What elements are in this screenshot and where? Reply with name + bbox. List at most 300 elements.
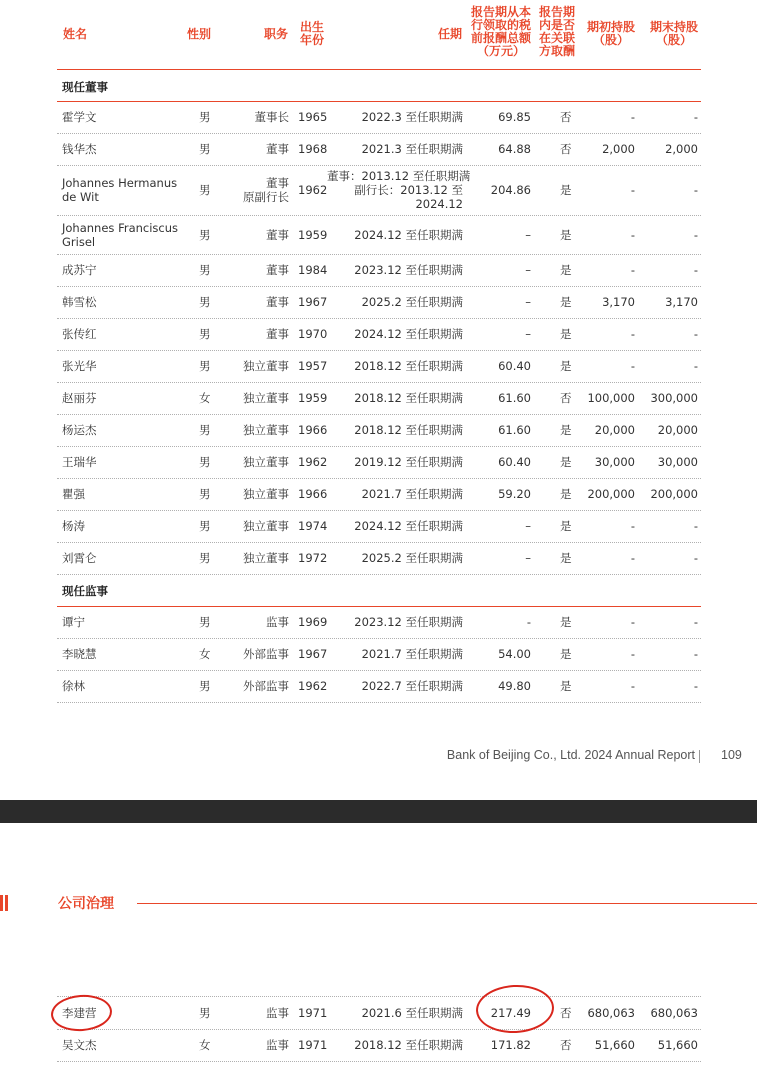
cell-term-text: 2022.3 至任职期满 bbox=[361, 110, 463, 124]
cell-begin bbox=[579, 183, 635, 197]
cell-end bbox=[643, 615, 698, 629]
cell-position bbox=[227, 679, 289, 693]
cell-gender bbox=[199, 647, 213, 661]
cell-term bbox=[327, 263, 463, 277]
cell-position bbox=[227, 551, 289, 565]
cell-gender bbox=[199, 327, 213, 341]
cell-position-text: 董事 bbox=[266, 142, 289, 156]
cell-gender bbox=[199, 1006, 213, 1020]
table-row bbox=[57, 101, 701, 134]
cell-term-text: 2023.12 至任职期满 bbox=[354, 263, 463, 277]
cell-position-text: 董事 bbox=[266, 228, 289, 242]
cell-position bbox=[227, 647, 289, 661]
cell-gender-text: 女 bbox=[199, 391, 211, 405]
cell-comp-text: 60.40 bbox=[498, 455, 531, 469]
cell-related-text: 是 bbox=[560, 359, 572, 373]
cell-end-text: - bbox=[693, 110, 698, 124]
cell-related-text: 是 bbox=[560, 519, 572, 533]
cell-comp-text: – bbox=[525, 228, 531, 242]
cell-begin-text: - bbox=[630, 228, 635, 242]
cell-gender bbox=[199, 142, 213, 156]
cell-begin-text: 30,000 bbox=[594, 455, 635, 469]
cell-term-text: 2018.12 至任职期满 bbox=[354, 1038, 463, 1052]
header-begin-shares bbox=[582, 21, 640, 47]
cell-term-text: 2018.12 至任职期满 bbox=[354, 391, 463, 405]
cell-term bbox=[327, 169, 471, 211]
cell-end bbox=[643, 423, 698, 437]
table-row bbox=[57, 318, 701, 351]
cell-related bbox=[560, 423, 574, 437]
cell-name bbox=[62, 679, 192, 693]
cell-gender-text: 男 bbox=[199, 487, 211, 501]
cell-term-text: 2024.12 至任职期满 bbox=[354, 327, 463, 341]
header-birth bbox=[300, 21, 324, 47]
cell-begin-text: 3,170 bbox=[602, 295, 635, 309]
cell-related bbox=[560, 327, 574, 341]
cell-name bbox=[62, 455, 192, 469]
cell-position bbox=[227, 519, 289, 533]
cell-name bbox=[62, 647, 192, 661]
cell-end bbox=[643, 1006, 698, 1020]
cell-gender bbox=[199, 423, 213, 437]
cell-name bbox=[62, 615, 192, 629]
cell-birth-text: 1962 bbox=[298, 679, 328, 693]
cell-birth bbox=[298, 487, 328, 501]
cell-comp bbox=[487, 183, 531, 197]
cell-birth-text: 1968 bbox=[298, 142, 328, 156]
cell-comp-text: 59.20 bbox=[498, 487, 531, 501]
cell-related bbox=[560, 487, 574, 501]
cell-term bbox=[327, 647, 463, 661]
cell-name-text: 杨涛 bbox=[62, 519, 85, 533]
cell-birth-text: 1959 bbox=[298, 228, 328, 242]
cell-gender-text: 女 bbox=[199, 647, 211, 661]
cell-related bbox=[560, 142, 574, 156]
cell-gender bbox=[199, 263, 213, 277]
cell-birth bbox=[298, 183, 328, 197]
cell-begin bbox=[579, 487, 635, 501]
cell-term-text: 2018.12 至任职期满 bbox=[354, 359, 463, 373]
cell-position bbox=[227, 1038, 289, 1052]
cell-comp bbox=[487, 142, 531, 156]
cell-begin-text: 20,000 bbox=[594, 423, 635, 437]
cell-comp-text: - bbox=[526, 615, 531, 629]
cell-comp-text: – bbox=[525, 263, 531, 277]
cell-begin-text: - bbox=[630, 183, 635, 197]
cell-related-text: 否 bbox=[560, 1006, 572, 1020]
cell-end bbox=[643, 110, 698, 124]
table-row bbox=[57, 638, 701, 671]
header-term: 任期 bbox=[437, 27, 462, 41]
cell-name-text: 谭宁 bbox=[62, 615, 85, 629]
cell-begin bbox=[579, 228, 635, 242]
cell-comp bbox=[487, 647, 531, 661]
header-related bbox=[534, 6, 580, 58]
table-row bbox=[57, 133, 701, 166]
cell-gender-text: 男 bbox=[199, 228, 211, 242]
cell-comp bbox=[487, 487, 531, 501]
cell-term-text: 2022.7 至任职期满 bbox=[361, 679, 463, 693]
cell-related-text: 否 bbox=[560, 391, 572, 405]
cell-begin-text: - bbox=[630, 615, 635, 629]
cell-term-text: 2024.12 至任职期满 bbox=[354, 228, 463, 242]
cell-begin bbox=[579, 455, 635, 469]
cell-name bbox=[62, 295, 192, 309]
header-end-line: （股） bbox=[655, 33, 692, 47]
cell-position-text: 董事长 bbox=[254, 110, 289, 124]
cell-related bbox=[560, 551, 574, 565]
cell-related-text: 是 bbox=[560, 615, 572, 629]
cell-begin bbox=[579, 295, 635, 309]
cell-gender-text: 男 bbox=[199, 615, 211, 629]
cell-comp-text: 171.82 bbox=[490, 1038, 531, 1052]
cell-birth bbox=[298, 327, 328, 341]
cell-related bbox=[560, 359, 574, 373]
cell-begin-text: - bbox=[630, 551, 635, 565]
report-title: Bank of Beijing Co., Ltd. 2024 Annual Report bbox=[446, 748, 695, 762]
cell-birth bbox=[298, 295, 328, 309]
table-row bbox=[57, 286, 701, 319]
cell-related-text: 否 bbox=[560, 142, 572, 156]
cell-end bbox=[643, 519, 698, 533]
cell-gender-text: 男 bbox=[199, 183, 211, 197]
cell-end-text: - bbox=[693, 679, 698, 693]
table-row bbox=[57, 254, 701, 287]
cell-position-text: 独立董事 bbox=[243, 455, 289, 469]
cell-position-text: 董事 bbox=[266, 327, 289, 341]
cell-term-text: 2019.12 至任职期满 bbox=[354, 455, 463, 469]
header-end-shares bbox=[644, 21, 704, 47]
cell-end bbox=[643, 295, 698, 309]
cell-term bbox=[327, 327, 463, 341]
cell-begin bbox=[579, 391, 635, 405]
cell-gender-text: 男 bbox=[199, 679, 211, 693]
cell-term bbox=[327, 423, 463, 437]
cell-position bbox=[227, 263, 289, 277]
cell-term-text: 2021.6 至任职期满 bbox=[361, 1006, 463, 1020]
cell-gender-text: 男 bbox=[199, 359, 211, 373]
cell-term bbox=[327, 142, 463, 156]
cell-position-text: 外部监事 bbox=[243, 647, 289, 661]
cell-begin bbox=[579, 615, 635, 629]
cell-end-text: 200,000 bbox=[650, 487, 698, 501]
cell-term bbox=[327, 487, 463, 501]
cell-term-text: 2018.12 至任职期满 bbox=[354, 423, 463, 437]
cell-end bbox=[643, 228, 698, 242]
cell-gender bbox=[199, 391, 213, 405]
table-row bbox=[57, 1029, 701, 1062]
cell-begin-text: 200,000 bbox=[587, 487, 635, 501]
cell-comp bbox=[487, 327, 531, 341]
cell-comp-text: 60.40 bbox=[498, 359, 531, 373]
cell-birth-text: 1959 bbox=[298, 391, 328, 405]
cell-comp bbox=[487, 679, 531, 693]
cell-birth-text: 1966 bbox=[298, 423, 328, 437]
cell-comp-text: – bbox=[525, 551, 531, 565]
cell-gender-text: 男 bbox=[199, 142, 211, 156]
cell-birth bbox=[298, 679, 328, 693]
section-label: 现任董事 bbox=[62, 80, 108, 94]
cell-gender bbox=[199, 1038, 213, 1052]
cell-gender bbox=[199, 519, 213, 533]
cell-name bbox=[62, 423, 192, 437]
cell-name-text: 刘霄仑 bbox=[62, 551, 97, 565]
table-row bbox=[57, 510, 701, 543]
cell-gender-text: 男 bbox=[199, 295, 211, 309]
cell-name-text: 韩雪松 bbox=[62, 295, 97, 309]
header-birth-line: 年份 bbox=[300, 33, 325, 47]
cell-begin bbox=[579, 647, 635, 661]
cell-begin-text: 51,660 bbox=[594, 1038, 635, 1052]
table-row bbox=[57, 478, 701, 511]
cell-comp bbox=[487, 359, 531, 373]
cell-position bbox=[227, 228, 289, 242]
cell-end-text: 680,063 bbox=[650, 1006, 698, 1020]
cell-related-text: 是 bbox=[560, 679, 572, 693]
footer-divider bbox=[699, 750, 700, 763]
table-row bbox=[57, 606, 701, 639]
cell-related-text: 是 bbox=[560, 551, 572, 565]
cell-comp-text: 64.88 bbox=[498, 142, 531, 156]
cell-term bbox=[327, 1006, 463, 1020]
cell-end-text: 300,000 bbox=[650, 391, 698, 405]
cell-name bbox=[62, 263, 192, 277]
cell-birth-text: 1974 bbox=[298, 519, 328, 533]
cell-position bbox=[227, 487, 289, 501]
cell-gender bbox=[199, 110, 213, 124]
cell-term-text: 2025.2 至任职期满 bbox=[361, 551, 463, 565]
cell-term bbox=[327, 228, 463, 242]
cell-comp bbox=[487, 295, 531, 309]
cell-position-text: 独立董事 bbox=[243, 423, 289, 437]
cell-birth bbox=[298, 551, 328, 565]
cell-related-text: 是 bbox=[560, 295, 572, 309]
cell-position-text: 独立董事 bbox=[243, 551, 289, 565]
cell-gender bbox=[199, 551, 213, 565]
cell-birth-text: 1971 bbox=[298, 1006, 328, 1020]
cell-position-text: 董事 bbox=[266, 176, 289, 190]
cell-birth-text: 1967 bbox=[298, 647, 328, 661]
cell-birth bbox=[298, 359, 328, 373]
cell-birth-text: 1984 bbox=[298, 263, 328, 277]
cell-term bbox=[327, 551, 463, 565]
cell-end-text: 3,170 bbox=[665, 295, 698, 309]
cell-begin bbox=[579, 327, 635, 341]
cell-name bbox=[62, 487, 192, 501]
cell-related bbox=[560, 183, 574, 197]
cell-begin bbox=[579, 1006, 635, 1020]
cell-related-text: 是 bbox=[560, 487, 572, 501]
cell-position bbox=[227, 359, 289, 373]
cell-comp-text: 61.60 bbox=[498, 423, 531, 437]
cell-comp-text: – bbox=[525, 295, 531, 309]
cell-gender bbox=[199, 295, 213, 309]
header-begin-line: （股） bbox=[592, 33, 629, 47]
cell-name-text: 王瑞华 bbox=[62, 455, 97, 469]
cell-birth bbox=[298, 1006, 328, 1020]
header-related-line: 内是否 bbox=[538, 18, 575, 32]
cell-term-text: 2024.12 bbox=[415, 197, 463, 211]
cell-begin bbox=[579, 263, 635, 277]
cell-name bbox=[62, 142, 192, 156]
cell-end-text: - bbox=[693, 647, 698, 661]
cell-gender bbox=[199, 487, 213, 501]
cell-name-text: 赵丽芬 bbox=[62, 391, 97, 405]
cell-name bbox=[62, 1038, 192, 1052]
cell-name-text: 张光华 bbox=[62, 359, 97, 373]
cell-comp-text: 49.80 bbox=[498, 679, 531, 693]
cell-related-text: 是 bbox=[560, 423, 572, 437]
cell-begin bbox=[579, 1038, 635, 1052]
cell-comp-text: 217.49 bbox=[490, 1006, 531, 1020]
cell-related-text: 是 bbox=[560, 455, 572, 469]
cell-birth-text: 1962 bbox=[298, 183, 328, 197]
cell-end bbox=[643, 359, 698, 373]
cell-name-text: 霍学文 bbox=[62, 110, 97, 124]
cell-term-text: 2024.12 至任职期满 bbox=[354, 519, 463, 533]
cell-term-text: 2021.7 至任职期满 bbox=[361, 487, 463, 501]
cell-term bbox=[327, 455, 463, 469]
cell-position bbox=[227, 110, 289, 124]
page-gap bbox=[0, 800, 757, 823]
header-comp-line: 行领取的税 bbox=[470, 18, 531, 32]
cell-gender bbox=[199, 359, 213, 373]
header-gender: 性别 bbox=[187, 27, 212, 41]
page-number: 109 bbox=[721, 748, 742, 762]
cell-term-text: 2025.2 至任职期满 bbox=[361, 295, 463, 309]
section-marker-icon bbox=[0, 895, 9, 911]
cell-position bbox=[227, 176, 289, 204]
cell-comp-text: 204.86 bbox=[490, 183, 531, 197]
cell-comp-text: 69.85 bbox=[498, 110, 531, 124]
cell-comp bbox=[487, 263, 531, 277]
cell-end-text: 51,660 bbox=[657, 1038, 698, 1052]
cell-end bbox=[643, 647, 698, 661]
cell-related bbox=[560, 615, 574, 629]
cell-end-text: 30,000 bbox=[657, 455, 698, 469]
cell-begin-text: - bbox=[630, 263, 635, 277]
cell-term bbox=[327, 615, 463, 629]
cell-term bbox=[327, 519, 463, 533]
cell-term-text: 2021.7 至任职期满 bbox=[361, 647, 463, 661]
cell-end bbox=[643, 679, 698, 693]
cell-name-text: 杨运杰 bbox=[62, 423, 97, 437]
cell-begin bbox=[579, 359, 635, 373]
cell-name-text: 徐林 bbox=[62, 679, 85, 693]
cell-begin bbox=[579, 142, 635, 156]
cell-name-text: 张传红 bbox=[62, 327, 97, 341]
cell-name-text: 瞿强 bbox=[62, 487, 85, 501]
cell-end-text: - bbox=[693, 263, 698, 277]
cell-position-text: 独立董事 bbox=[243, 391, 289, 405]
cell-gender bbox=[199, 183, 213, 197]
cell-related bbox=[560, 110, 574, 124]
cell-gender-text: 男 bbox=[199, 551, 211, 565]
cell-gender bbox=[199, 228, 213, 242]
cell-begin bbox=[579, 519, 635, 533]
cell-related bbox=[560, 1038, 574, 1052]
cell-begin-text: - bbox=[630, 679, 635, 693]
cell-position bbox=[227, 615, 289, 629]
cell-gender bbox=[199, 679, 213, 693]
cell-comp bbox=[487, 615, 531, 629]
table-row bbox=[57, 542, 701, 575]
cell-comp bbox=[487, 110, 531, 124]
header-birth-line: 出生 bbox=[300, 20, 325, 34]
cell-birth bbox=[298, 263, 328, 277]
cell-birth bbox=[298, 228, 328, 242]
cell-related bbox=[560, 647, 574, 661]
cell-begin-text: - bbox=[630, 519, 635, 533]
cell-name-text: Johannes Franciscus bbox=[62, 221, 179, 235]
header-related-line: 报告期 bbox=[538, 5, 575, 19]
header-related-line: 方取酬 bbox=[538, 44, 575, 58]
cell-end-text: 2,000 bbox=[665, 142, 698, 156]
cell-gender-text: 男 bbox=[199, 327, 211, 341]
table-row bbox=[57, 165, 701, 216]
cell-comp bbox=[487, 455, 531, 469]
cell-gender-text: 男 bbox=[199, 455, 211, 469]
cell-comp bbox=[487, 391, 531, 405]
cell-end bbox=[643, 487, 698, 501]
cell-end-text: - bbox=[693, 327, 698, 341]
cell-end-text: - bbox=[693, 551, 698, 565]
section-title-rule bbox=[137, 903, 757, 904]
cell-end-text: - bbox=[693, 183, 698, 197]
cell-related-text: 否 bbox=[560, 1038, 572, 1052]
cell-related bbox=[560, 228, 574, 242]
cell-name-text: 成苏宁 bbox=[62, 263, 97, 277]
cell-name bbox=[62, 359, 192, 373]
cell-end bbox=[643, 183, 698, 197]
cell-gender-text: 男 bbox=[199, 263, 211, 277]
cell-end bbox=[643, 391, 698, 405]
cell-position-text: 监事 bbox=[266, 1006, 289, 1020]
cell-term bbox=[327, 679, 463, 693]
cell-name-text: 李建营 bbox=[62, 1006, 97, 1020]
cell-position-text: 独立董事 bbox=[243, 359, 289, 373]
cell-begin bbox=[579, 423, 635, 437]
cell-birth-text: 1971 bbox=[298, 1038, 328, 1052]
cell-position bbox=[227, 423, 289, 437]
cell-position-text: 独立董事 bbox=[243, 519, 289, 533]
cell-position-text: 董事 bbox=[266, 295, 289, 309]
cell-gender-text: 男 bbox=[199, 423, 211, 437]
cell-begin-text: - bbox=[630, 647, 635, 661]
cell-related-text: 是 bbox=[560, 327, 572, 341]
cell-birth bbox=[298, 110, 328, 124]
cell-related bbox=[560, 1006, 574, 1020]
cell-birth-text: 1970 bbox=[298, 327, 328, 341]
header-comp-line: 报告期从本 bbox=[470, 5, 531, 19]
cell-related bbox=[560, 391, 574, 405]
cell-comp-text: – bbox=[525, 327, 531, 341]
cell-end-text: 20,000 bbox=[657, 423, 698, 437]
cell-position-text: 外部监事 bbox=[243, 679, 289, 693]
cell-gender-text: 男 bbox=[199, 1006, 211, 1020]
cell-related bbox=[560, 679, 574, 693]
header-name: 姓名 bbox=[63, 27, 88, 41]
cell-end bbox=[643, 327, 698, 341]
table-row bbox=[57, 997, 701, 1030]
table-row bbox=[57, 670, 701, 703]
cell-related-text: 是 bbox=[560, 263, 572, 277]
cell-birth bbox=[298, 615, 328, 629]
cell-birth-text: 1957 bbox=[298, 359, 328, 373]
header-related-line: 在关联 bbox=[538, 31, 575, 45]
cell-position-text: 独立董事 bbox=[243, 487, 289, 501]
cell-name-text: 吴文杰 bbox=[62, 1038, 97, 1052]
